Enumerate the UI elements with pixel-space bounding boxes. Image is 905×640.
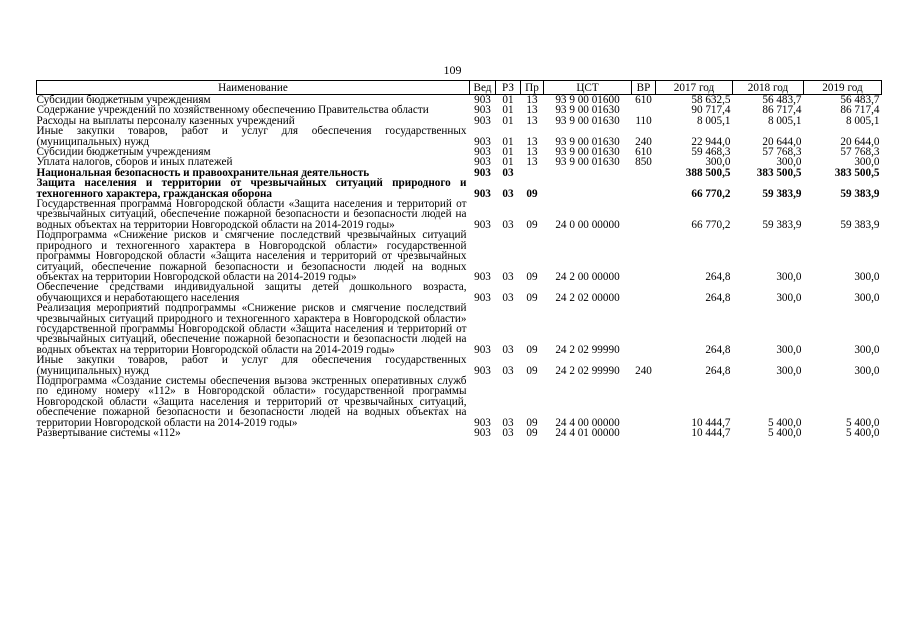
row-2017: 8 005,1 [696, 114, 731, 127]
row-rz: 03 [502, 166, 514, 179]
row-pr: 09 [526, 270, 538, 283]
row-pr: 13 [526, 104, 538, 117]
table-row [37, 282, 882, 303]
row-vr [632, 199, 656, 230]
row-2019: 59 383,9 [840, 218, 880, 231]
row-vr [632, 178, 656, 199]
row-2017: 22 944,0 [691, 135, 731, 148]
row-vr: 110 [635, 114, 652, 127]
row-2017: 58 632,5 [691, 94, 731, 106]
row-pr: 09 [526, 187, 538, 200]
table-row [37, 303, 882, 355]
row-2019: 20 644,0 [840, 135, 880, 148]
header-pr: Пр [521, 81, 544, 95]
row-pr: 09 [526, 427, 538, 439]
row-rz: 03 [502, 187, 514, 200]
row-2017: 66 770,2 [691, 187, 731, 200]
row-2017: 264,8 [705, 364, 731, 377]
row-ved: 903 [474, 156, 491, 169]
row-cst: 24 0 00 00000 [555, 218, 620, 231]
row-cst: 24 2 02 99990 [555, 343, 620, 356]
table-row [37, 178, 882, 199]
row-cst: 24 2 00 00000 [555, 270, 620, 283]
row-pr: 09 [526, 343, 538, 356]
row-name: Обеспечение средствами индивидуальной защиты детей дошкольного возраста, обучающихся и неработающего населения [36, 281, 467, 304]
row-2018: 56 483,7 [762, 94, 802, 106]
page-number: 109 [443, 63, 462, 77]
header-2018: 2018 год [733, 81, 804, 95]
row-name: Иные закупки товаров, работ и услуг для обеспечения государственных (муниципальных) нужд [36, 125, 467, 148]
row-2018: 300,0 [776, 343, 802, 356]
row-ved: 903 [474, 218, 491, 231]
row-ved: 903 [474, 187, 491, 200]
row-vr [632, 168, 656, 178]
row-2017: 10 444,7 [691, 427, 731, 439]
row-2018: 20 644,0 [762, 135, 802, 148]
row-name: Государственная программа Новгородской области «Защита населения и территорий от чрезвычайных ситуаций, обеспечение пожарной безопасности и безопасности людей на водных объектах на территории Новгородской области на 2014-2019 годы» [36, 198, 467, 231]
row-name: Расходы на выплаты персоналу казенных учреждений [36, 114, 295, 127]
row-cst: 93 9 00 01630 [555, 114, 620, 127]
row-cst: 24 2 02 99990 [555, 364, 620, 377]
row-2019: 300,0 [854, 156, 880, 169]
row-pr: 13 [526, 146, 538, 159]
row-name: Субсидии бюджетным учреждениям [36, 146, 211, 159]
row-cst [544, 178, 632, 199]
row-name: Защита населения и территории от чрезвычайных ситуаций природного и техногенного характера, гражданская оборона [36, 177, 467, 200]
row-2019: 56 483,7 [840, 94, 880, 106]
row-2018: 86 717,4 [762, 104, 802, 117]
row-rz: 03 [502, 427, 514, 439]
row-2019: 57 768,3 [840, 146, 880, 159]
row-name: Уплата налогов, сборов и иных платежей [36, 156, 233, 169]
row-name: Подпрограмма «Создание системы обеспечения вызова экстренных оперативных служб по единому номеру «112» в Новгородской области» государственной программы Новгородской области «Защита населения и территорий от чрезвычайных ситуаций, обеспечение пожарной безопасности и безопасности людей на водных объектах на территории Новгородской области на 2014-2019 годы» [36, 374, 467, 429]
row-2018: 5 400,0 [767, 416, 802, 429]
row-vr: 850 [635, 156, 652, 169]
header-rz: РЗ [496, 81, 521, 95]
table-row [37, 126, 882, 147]
table-row [37, 230, 882, 282]
row-2017: 264,8 [705, 343, 731, 356]
row-cst: 93 9 00 01630 [555, 156, 620, 169]
header-2019: 2019 год [804, 81, 882, 95]
row-ved: 903 [474, 416, 491, 429]
row-2018: 300,0 [776, 364, 802, 377]
row-2019: 300,0 [854, 270, 880, 283]
row-name: Развертывание системы «112» [36, 427, 181, 439]
row-2017: 264,8 [705, 291, 731, 304]
row-pr: 09 [526, 416, 538, 429]
row-ved: 903 [474, 94, 491, 106]
row-pr: 09 [526, 291, 538, 304]
row-ved: 903 [474, 135, 491, 148]
row-2019: 300,0 [854, 291, 880, 304]
row-rz: 01 [502, 94, 514, 106]
row-pr: 13 [526, 114, 538, 127]
table-row [37, 376, 882, 428]
row-name: Национальная безопасность и правоохранительная деятельность [36, 166, 370, 179]
row-2019: 59 383,9 [840, 187, 880, 200]
row-rz: 03 [502, 416, 514, 429]
row-2019: 86 717,4 [840, 104, 880, 117]
row-2019: 300,0 [854, 364, 880, 377]
table-row [37, 428, 882, 438]
row-2018: 5 400,0 [767, 427, 802, 439]
row-vr: 610 [635, 146, 652, 159]
row-rz: 03 [502, 270, 514, 283]
row-cst: 93 9 00 01630 [555, 146, 620, 159]
row-rz: 03 [502, 218, 514, 231]
row-vr [632, 428, 656, 438]
header-name: Наименование [37, 81, 470, 95]
row-ved: 903 [474, 104, 491, 117]
row-2019: 8 005,1 [845, 114, 880, 127]
row-ved: 903 [474, 291, 491, 304]
row-pr: 13 [526, 94, 538, 106]
row-2018: 300,0 [776, 270, 802, 283]
budget-table [36, 80, 882, 438]
row-ved: 903 [474, 114, 491, 127]
table-header [37, 81, 882, 95]
row-2017: 388 500,5 [685, 166, 731, 179]
row-2018: 59 383,9 [762, 218, 802, 231]
row-2018: 300,0 [776, 156, 802, 169]
row-2018: 300,0 [776, 291, 802, 304]
row-2019: 300,0 [854, 343, 880, 356]
row-ved: 903 [474, 166, 491, 179]
row-2017: 10 444,7 [691, 416, 731, 429]
row-2017: 300,0 [705, 156, 731, 169]
row-vr [632, 282, 656, 303]
row-2017: 264,8 [705, 270, 731, 283]
row-ved: 903 [474, 427, 491, 439]
row-ved: 903 [474, 343, 491, 356]
row-2019: 383 500,5 [834, 166, 880, 179]
row-2017: 90 717,4 [691, 104, 731, 117]
row-rz: 01 [502, 156, 514, 169]
row-2018: 57 768,3 [762, 146, 802, 159]
row-cst: 24 2 02 00000 [555, 291, 620, 304]
row-pr [521, 168, 544, 178]
row-2019: 5 400,0 [845, 416, 880, 429]
row-rz: 01 [502, 104, 514, 117]
row-vr: 240 [635, 364, 652, 377]
row-cst: 93 9 00 01600 [555, 94, 620, 106]
row-ved: 903 [474, 364, 491, 377]
row-pr: 13 [526, 135, 538, 148]
row-rz: 01 [502, 135, 514, 148]
row-vr [632, 230, 656, 282]
row-vr [632, 303, 656, 355]
row-vr [632, 376, 656, 428]
row-2017: 59 468,3 [691, 146, 731, 159]
row-name: Иные закупки товаров, работ и услуг для обеспечения государственных (муниципальных) нужд [36, 354, 467, 377]
row-ved: 903 [474, 270, 491, 283]
row-rz: 01 [502, 146, 514, 159]
row-rz: 03 [502, 364, 514, 377]
row-name: Содержание учреждений по хозяйственному обеспечению Правительства области [36, 104, 429, 117]
header-vr: ВР [632, 81, 656, 95]
row-cst: 93 9 00 01630 [555, 135, 620, 148]
row-cst: 24 4 00 00000 [555, 416, 620, 429]
header-2017: 2017 год [656, 81, 733, 95]
row-pr: 13 [526, 156, 538, 169]
row-pr: 09 [526, 218, 538, 231]
row-cst: 24 4 01 00000 [555, 427, 620, 439]
row-ved: 903 [474, 146, 491, 159]
header-cst: ЦСТ [544, 81, 632, 95]
row-2017: 66 770,2 [691, 218, 731, 231]
row-name: Субсидии бюджетным учреждениям [36, 94, 211, 106]
row-vr: 240 [635, 135, 652, 148]
row-rz: 03 [502, 343, 514, 356]
row-name: Подпрограмма «Снижение рисков и смягчение последствий чрезвычайных ситуаций природного и техногенного характера в Новгородской области» государственной программы Новгородской области «Защита населения и территорий от чрезвычайных ситуаций, обеспечение пожарной безопасности и безопасности людей на водных объектах на территории Новгородской области на 2014-2019 годы» [36, 229, 467, 283]
row-pr: 09 [526, 364, 538, 377]
row-cst [544, 168, 632, 178]
table-row [37, 355, 882, 376]
row-2018: 8 005,1 [767, 114, 802, 127]
row-name: Реализация мероприятий подпрограммы «Снижение рисков и смягчение последствий чрезвычайных ситуаций природного и техногенного характера в Новгородской области» государственной программы Новгородской области «Защита населения и территорий от чрезвычайных ситуаций, обеспечение пожарной безопасности и безопасности людей на водных объектах на территории Новгородской области на 2014-2019 годы» [36, 302, 467, 356]
row-rz: 03 [502, 291, 514, 304]
row-2018: 59 383,9 [762, 187, 802, 200]
row-cst: 93 9 00 01630 [555, 104, 620, 117]
row-vr: 610 [635, 94, 652, 106]
table-row [37, 199, 882, 230]
row-2019: 5 400,0 [845, 427, 880, 439]
row-2018: 383 500,5 [756, 166, 802, 179]
row-rz: 01 [502, 114, 514, 127]
header-ved: Вед [470, 81, 496, 95]
